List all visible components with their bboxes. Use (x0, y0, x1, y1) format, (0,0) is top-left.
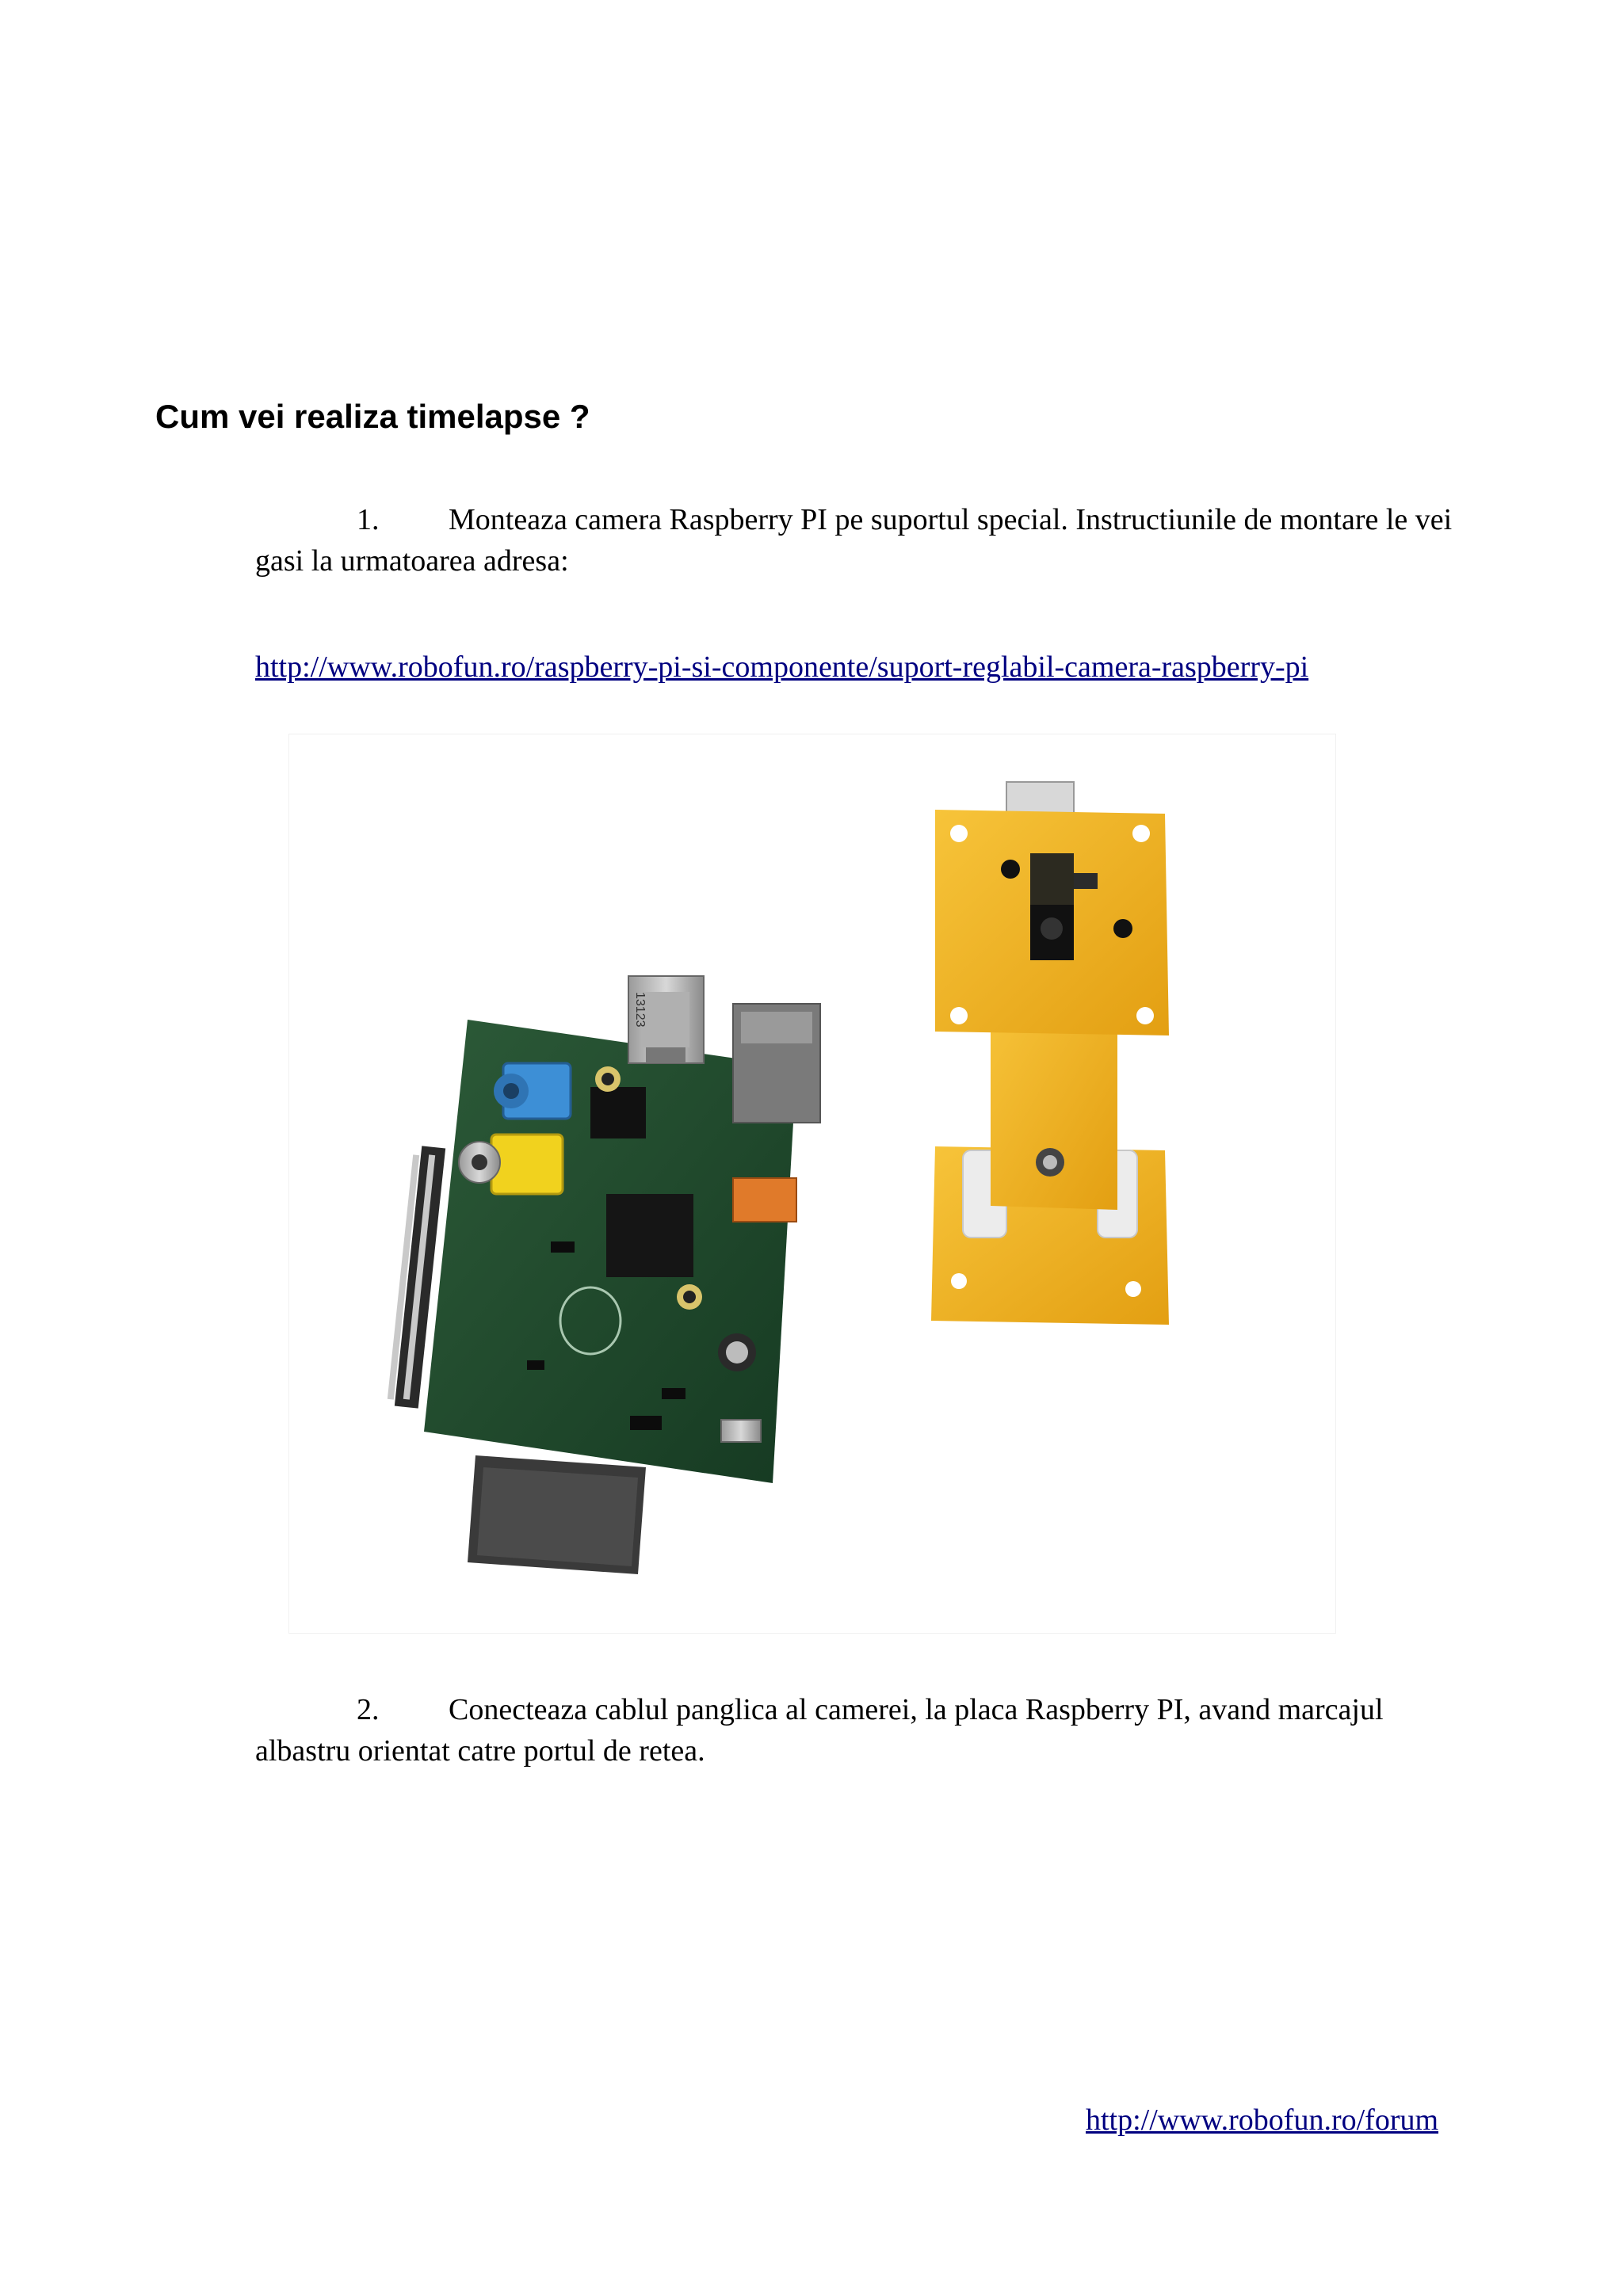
ribbon-cable (1006, 782, 1074, 814)
camera-sensor (1030, 853, 1074, 905)
raspberry-pi-camera-photo (288, 734, 1336, 1634)
page-heading: Cum vei realiza timelapse ? (155, 398, 590, 435)
usb-chip (590, 1087, 646, 1138)
usb-chip-label: 13123 (633, 992, 647, 1028)
step-2 (255, 1689, 1468, 1772)
micro-usb-port (721, 1420, 761, 1442)
photo-illustration (289, 734, 1335, 1633)
screw (1113, 919, 1132, 938)
camera-mount (931, 782, 1169, 1325)
hdmi-port (733, 1178, 796, 1222)
rca-video-jack (491, 1135, 563, 1194)
step-1-text: Monteaza camera Raspberry PI pe suportul special. Instructiunile de montare le vei gasi la urmatoarea adresa: (255, 503, 1453, 578)
screw (1001, 860, 1020, 879)
footer-forum-link[interactable]: http://www.robofun.ro/forum (1086, 2103, 1439, 2137)
product-link[interactable]: http://www.robofun.ro/raspberry-pi-si-componente/suport-reglabil-camera-raspberry-pi (255, 650, 1309, 684)
step-2-text: Conecteaza cablul panglica al camerei, la placa Raspberry PI, avand marcajul albastru orientat catre portul de retea. (255, 1693, 1384, 1768)
step-2-number: 2. (357, 1693, 380, 1726)
soc-chip (606, 1194, 693, 1277)
step-1-number: 1. (357, 503, 380, 536)
raspberry-pi-board (388, 976, 820, 1574)
step-1 (255, 499, 1468, 582)
